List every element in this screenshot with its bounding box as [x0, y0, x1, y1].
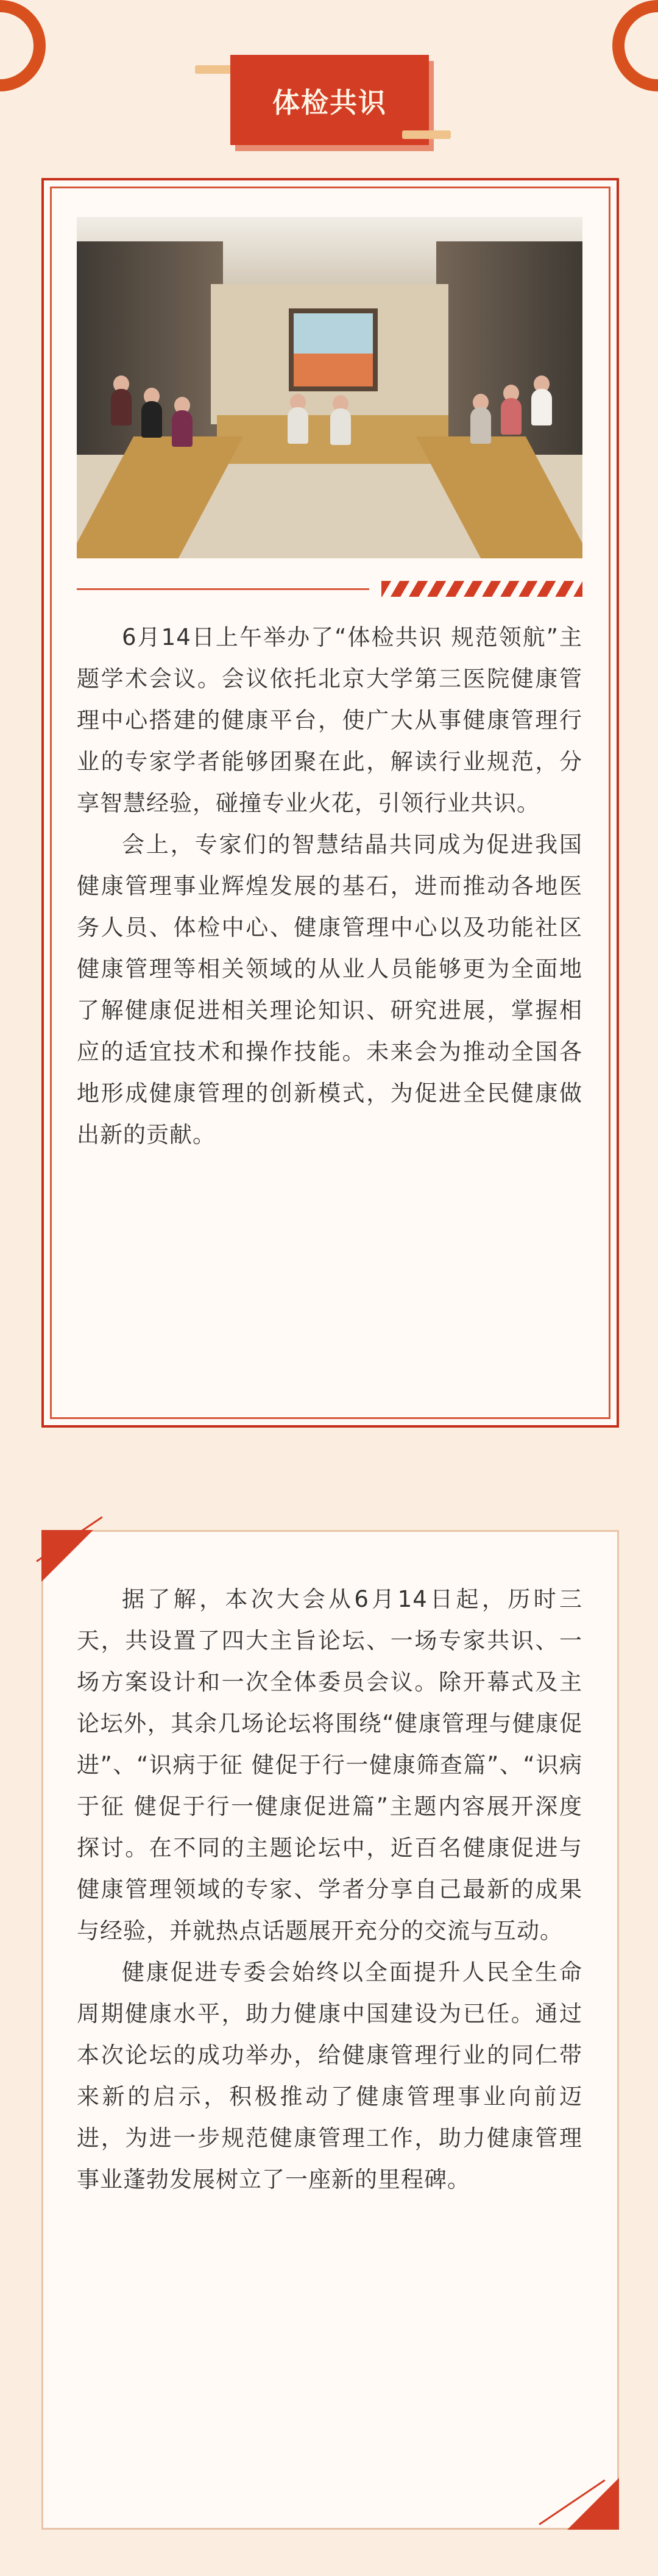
corner-triangle-top-left — [41, 1530, 93, 1582]
striped-decoration — [381, 581, 582, 597]
paragraph: 会上，专家们的智慧结晶共同成为促进我国健康管理事业辉煌发展的基石，进而推动各地医务人员、体检中心、健康管理中心以及功能社区健康管理等相关领域的从业人员能够更为全面地了解健康促进相关理论知识、研究进展，掌握相应的适宜技术和操作技能。未来会为推动全国各地形成健康管理的创新模式，为促进全民健康做出新的贡献。 — [77, 831, 582, 1148]
article-text-1 — [77, 617, 582, 1156]
article-text-2 — [77, 1579, 582, 2201]
title-accent-line — [195, 65, 232, 74]
corner-triangle-bottom-right — [567, 2478, 619, 2530]
page-title: 体检共识 — [272, 86, 387, 119]
title-badge — [230, 55, 429, 145]
title-accent-line — [402, 130, 451, 139]
paragraph: 6月14日上午举办了“体检共识 规范领航”主题学术会议。会议依托北京大学第三医院健康管理中心搭建的健康平台，使广大从事健康管理行业的专家学者能够团聚在此，解读行业规范，分享智慧经验，碰撞专业火花，引领行业共识。 — [77, 624, 582, 816]
paragraph: 健康促进专委会始终以全面提升人民全生命周期健康水平，助力健康中国建设为已任。通过本次论坛的成功举办，给健康管理行业的同仁带来新的启示，积极推动了健康管理事业向前迈进，为进一步规范健康管理工作，助力健康管理事业蓬勃发展树立了一座新的里程碑。 — [77, 1959, 582, 2193]
title-area — [0, 0, 658, 158]
meeting-photo — [77, 217, 582, 558]
divider-line — [77, 588, 369, 590]
paragraph: 据了解，本次大会从6月14日起，历时三天，共设置了四大主旨论坛、一场专家共识、一场方案设计和一次全体委员会议。除开幕式及主论坛外，其余几场论坛将围绕“健康管理与健康促进”、“识病于征 健促于行一健康筛查篇”、“识病于征 健促于行一健康促进篇”主题内容展开深度探讨。在不同的主题论坛中，近百名健康促进与健康管理领域的专家、学者分享自己最新的成果与经验，并就热点话题展开充分的交流与互动。 — [77, 1586, 582, 1944]
